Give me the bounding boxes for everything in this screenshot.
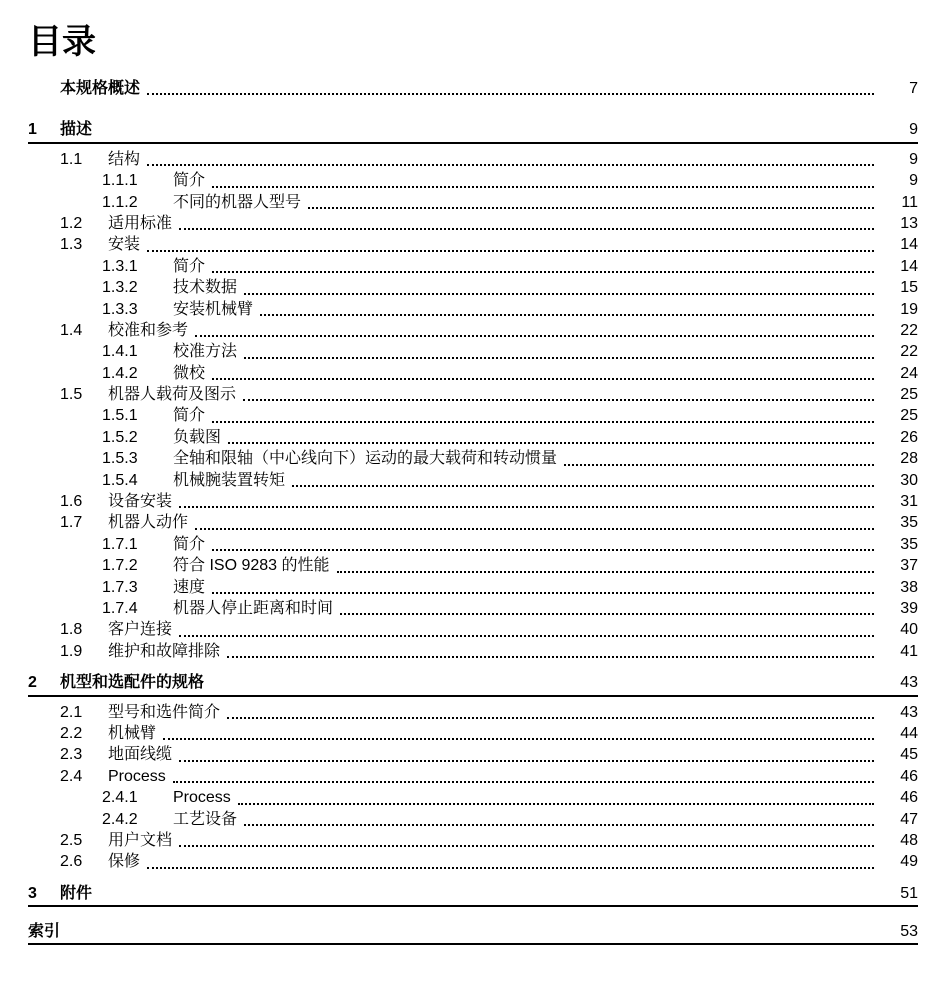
toc-entry-page: 14 xyxy=(900,236,918,254)
toc-entry-title: 符合 ISO 9283 的性能 xyxy=(173,557,330,575)
heading-filler xyxy=(92,119,890,140)
toc-entry-page: 46 xyxy=(900,767,918,785)
toc-entry-title: 适用标准 xyxy=(108,214,173,232)
dot-leader xyxy=(337,571,875,573)
dot-leader xyxy=(212,186,874,188)
toc-entry-page: 44 xyxy=(900,724,918,742)
toc-entry-title: 机器人载荷及图示 xyxy=(108,386,237,404)
toc-entry-row[interactable] xyxy=(28,427,918,448)
dot-leader xyxy=(212,271,874,273)
dot-leader xyxy=(244,293,874,295)
toc-entry-page: 22 xyxy=(900,321,918,339)
toc-entry-row[interactable] xyxy=(28,192,918,213)
dot-leader xyxy=(147,164,874,166)
toc-entry-title: 简介 xyxy=(173,407,206,425)
toc-index-row[interactable] xyxy=(28,921,918,942)
toc-entry-row[interactable] xyxy=(28,641,918,662)
toc-entry-number: 1.5 xyxy=(60,386,83,404)
toc-entry-row[interactable] xyxy=(28,491,918,512)
toc-entry-title: 工艺设备 xyxy=(173,810,238,828)
heading-filler xyxy=(60,921,890,942)
dot-leader xyxy=(179,228,874,230)
toc-entry-page: 7 xyxy=(909,80,918,97)
toc-entry-title: 速度 xyxy=(173,578,206,596)
toc-entry-row[interactable] xyxy=(28,256,918,277)
toc-entry-page: 24 xyxy=(900,364,918,382)
toc-entry-row[interactable] xyxy=(28,723,918,744)
toc-entry-page: 19 xyxy=(900,300,918,318)
toc-entry-page: 11 xyxy=(901,193,918,211)
toc-entry-title: Process xyxy=(108,767,166,785)
toc-list xyxy=(28,78,918,945)
toc-entry-number: 1.7 xyxy=(60,514,83,532)
toc-entry-row[interactable] xyxy=(28,619,918,640)
toc-entry-page: 35 xyxy=(900,535,918,553)
dot-leader xyxy=(243,399,874,401)
toc-entry-page: 25 xyxy=(900,407,918,425)
toc-section-title: 描述 xyxy=(60,121,93,139)
toc-entry-number: 1.4.1 xyxy=(102,343,138,361)
toc-entry-row[interactable] xyxy=(28,277,918,298)
toc-entry-title: 用户文档 xyxy=(108,831,173,849)
dot-leader xyxy=(244,357,874,359)
toc-entry-number: 2.6 xyxy=(60,853,83,871)
toc-entry-number: 1.9 xyxy=(60,642,83,660)
dot-leader xyxy=(227,717,874,719)
toc-section-page: 9 xyxy=(909,121,918,139)
toc-entry-row[interactable] xyxy=(28,320,918,341)
toc-entry-page: 14 xyxy=(900,257,918,275)
toc-entry-page: 26 xyxy=(900,428,918,446)
toc-entry-number: 1.5.3 xyxy=(102,450,138,468)
toc-section-number: 3 xyxy=(28,884,37,902)
toc-entry-number: 2.4.2 xyxy=(102,810,138,828)
toc-entry-row[interactable] xyxy=(28,405,918,426)
toc-entry-title: 维护和故障排除 xyxy=(108,642,221,660)
toc-entry-number: 2.4 xyxy=(60,767,83,785)
toc-entry-number: 2.2 xyxy=(60,724,83,742)
dot-leader xyxy=(564,464,874,466)
dot-leader xyxy=(212,378,874,380)
toc-entry-number: 1.3.2 xyxy=(102,279,138,297)
dot-leader xyxy=(308,207,874,209)
toc-entry-row[interactable] xyxy=(28,149,918,170)
section-rule xyxy=(28,943,918,945)
toc-section-number: 2 xyxy=(28,674,37,692)
toc-entry-page: 9 xyxy=(909,172,918,190)
toc-entry-row[interactable] xyxy=(28,213,918,234)
toc-entry-page: 28 xyxy=(900,450,918,468)
toc-entry-title: 本规格概述 xyxy=(60,80,141,97)
toc-entry-title: 简介 xyxy=(173,172,206,190)
dot-leader xyxy=(212,421,874,423)
toc-entry-title: 不同的机器人型号 xyxy=(173,193,302,211)
toc-entry-page: 38 xyxy=(900,578,918,596)
toc-entry-title: 安装 xyxy=(108,236,141,254)
toc-entry-row[interactable] xyxy=(28,448,918,469)
toc-entry-number: 2.1 xyxy=(60,703,83,721)
toc-section xyxy=(28,883,918,907)
toc-section-title: 附件 xyxy=(60,884,93,902)
dot-leader xyxy=(163,738,874,740)
toc-entry-page: 43 xyxy=(900,703,918,721)
dot-leader xyxy=(179,760,874,762)
toc-section xyxy=(28,672,918,696)
toc-entry-row[interactable] xyxy=(28,534,918,555)
toc-entry-number: 1.1.1 xyxy=(102,172,138,190)
toc-entry-title: 简介 xyxy=(173,535,206,553)
toc-entry-row[interactable] xyxy=(28,234,918,255)
dot-leader xyxy=(340,613,874,615)
toc-entry-number: 1.3 xyxy=(60,236,83,254)
toc-entry-title: 微校 xyxy=(173,364,206,382)
toc-index-block xyxy=(28,921,918,945)
toc-entry-number: 1.3.1 xyxy=(102,257,138,275)
dot-leader xyxy=(227,656,874,658)
toc-entry-number: 1.1 xyxy=(60,150,83,168)
toc-entry-row[interactable] xyxy=(28,384,918,405)
toc-entry-number: 1.1.2 xyxy=(102,193,138,211)
dot-leader xyxy=(179,635,874,637)
toc-entry-title: 全轴和限轴（中心线向下）运动的最大载荷和转动惯量 xyxy=(173,450,558,468)
toc-section-number: 1 xyxy=(28,121,37,139)
dot-leader xyxy=(147,93,874,95)
toc-entry-title: 机械腕装置转矩 xyxy=(173,471,286,489)
toc-entry-page: 25 xyxy=(900,386,918,404)
toc-entry-title: 保修 xyxy=(108,853,141,871)
toc-entry-page: 47 xyxy=(900,810,918,828)
toc-entry-page: 22 xyxy=(900,343,918,361)
toc-section-page: 51 xyxy=(900,884,918,902)
dot-leader xyxy=(292,485,874,487)
dot-leader xyxy=(179,506,874,508)
toc-entry-title: 客户连接 xyxy=(108,621,173,639)
toc-entry-page: 46 xyxy=(900,789,918,807)
toc-entry-number: 1.5.1 xyxy=(102,407,138,425)
toc-entry-number: 2.5 xyxy=(60,831,83,849)
dot-leader xyxy=(212,549,874,551)
dot-leader xyxy=(212,592,874,594)
toc-entry-page: 48 xyxy=(900,831,918,849)
heading-filler xyxy=(92,883,890,904)
toc-entry-title: Process xyxy=(173,789,231,807)
toc-entry-page: 40 xyxy=(900,621,918,639)
toc-section-page: 43 xyxy=(900,674,918,692)
toc-entry-number: 1.5.2 xyxy=(102,428,138,446)
toc-entry-title: 机器人动作 xyxy=(108,514,189,532)
toc-entry-title: 结构 xyxy=(108,150,141,168)
toc-entry-row[interactable] xyxy=(28,744,918,765)
toc-entry-row[interactable] xyxy=(28,299,918,320)
toc-entry-number: 1.4 xyxy=(60,321,83,339)
toc-entry-title: 设备安装 xyxy=(108,493,173,511)
toc-section-heading[interactable] xyxy=(28,883,918,904)
toc-entry-title: 校准和参考 xyxy=(108,321,189,339)
toc-section-title: 机型和选配件的规格 xyxy=(60,674,205,692)
dot-leader xyxy=(147,867,874,869)
toc-entry-title: 负载图 xyxy=(173,428,222,446)
toc-entry-number: 1.7.4 xyxy=(102,599,138,617)
dot-leader xyxy=(260,314,874,316)
toc-entry-title: 安装机械臂 xyxy=(173,300,254,318)
toc-entry-row[interactable] xyxy=(28,363,918,384)
dot-leader xyxy=(147,250,874,252)
toc-entry-number: 2.3 xyxy=(60,746,83,764)
dot-leader xyxy=(173,781,874,783)
toc-entry-title: 简介 xyxy=(173,257,206,275)
toc-entry-page: 31 xyxy=(900,493,918,511)
toc-section-heading[interactable] xyxy=(28,119,918,140)
toc-entry-title: 地面线缆 xyxy=(108,746,173,764)
toc-entry-row[interactable] xyxy=(28,555,918,576)
toc-entry-row[interactable] xyxy=(28,830,918,851)
toc-entry-page: 9 xyxy=(909,150,918,168)
section-rule xyxy=(28,695,918,697)
toc-entry-title: 机械臂 xyxy=(108,724,157,742)
toc-section xyxy=(28,119,918,143)
dot-leader xyxy=(228,442,874,444)
toc-entry-page: 49 xyxy=(900,853,918,871)
toc-entry-title: 校准方法 xyxy=(173,343,238,361)
toc-entry-page: 13 xyxy=(900,214,918,232)
dot-leader xyxy=(244,824,874,826)
toc-entry-row[interactable] xyxy=(28,598,918,619)
dot-leader xyxy=(179,845,874,847)
toc-entry-row[interactable] xyxy=(28,512,918,533)
toc-entry-row[interactable] xyxy=(28,470,918,491)
toc-entry-number: 1.3.3 xyxy=(102,300,138,318)
toc-entry-row[interactable] xyxy=(28,787,918,808)
toc-entry-row[interactable] xyxy=(28,809,918,830)
dot-leader xyxy=(195,335,874,337)
toc-entry-page: 37 xyxy=(900,557,918,575)
toc-overview-row[interactable] xyxy=(28,78,918,99)
toc-entry-title: 技术数据 xyxy=(173,279,238,297)
toc-entry-page: 45 xyxy=(900,746,918,764)
toc-index-label: 索引 xyxy=(28,923,61,941)
toc-entry-title: 机器人停止距离和时间 xyxy=(173,599,334,617)
heading-filler xyxy=(204,672,890,693)
toc-entry-title: 型号和选件简介 xyxy=(108,703,221,721)
toc-entry-number: 2.4.1 xyxy=(102,789,138,807)
toc-entry-number: 1.2 xyxy=(60,214,83,232)
toc-section-heading[interactable] xyxy=(28,672,918,693)
dot-leader xyxy=(195,528,874,530)
section-rule xyxy=(28,142,918,144)
toc-entry-number: 1.4.2 xyxy=(102,364,138,382)
dot-leader xyxy=(238,803,874,805)
toc-entry-row[interactable] xyxy=(28,851,918,872)
toc-entry-number: 1.7.3 xyxy=(102,578,138,596)
page-title: 目录 xyxy=(28,23,96,61)
toc-entry-number: 1.7.2 xyxy=(102,557,138,575)
toc-entry-row[interactable] xyxy=(28,766,918,787)
toc-entry-row[interactable] xyxy=(28,577,918,598)
toc-entry-page: 35 xyxy=(900,514,918,532)
toc-index-page: 53 xyxy=(900,923,918,941)
section-rule xyxy=(28,905,918,907)
toc-entry-number: 1.8 xyxy=(60,621,83,639)
toc-entry-number: 1.7.1 xyxy=(102,535,138,553)
toc-entry-page: 30 xyxy=(900,471,918,489)
toc-entry-page: 41 xyxy=(900,642,918,660)
toc-entry-page: 15 xyxy=(900,279,918,297)
toc-entry-row[interactable] xyxy=(28,341,918,362)
toc-entry-number: 1.6 xyxy=(60,493,83,511)
toc-entry-row[interactable] xyxy=(28,702,918,723)
toc-entry-row[interactable] xyxy=(28,170,918,191)
toc-entry-page: 39 xyxy=(900,599,918,617)
toc-entry-number: 1.5.4 xyxy=(102,471,138,489)
